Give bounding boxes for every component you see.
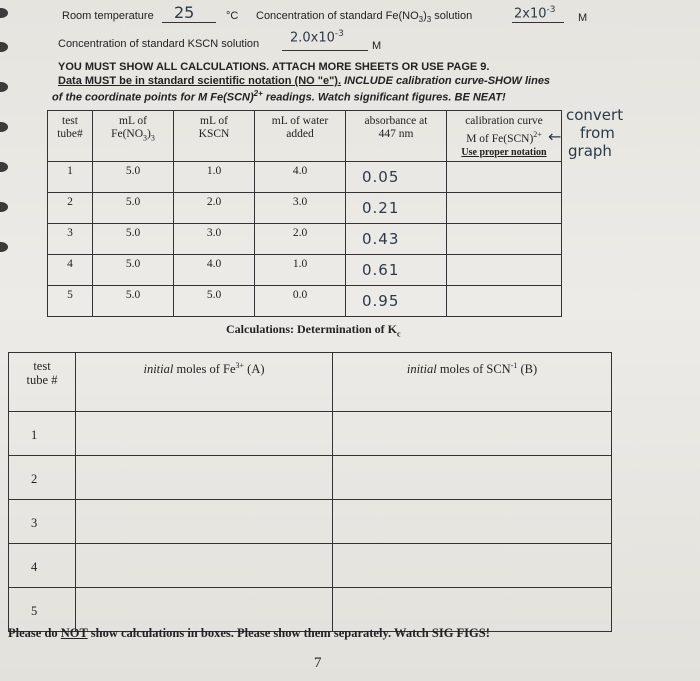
binding-ring: [0, 82, 8, 92]
instruction-line-3: of the coordinate points for M Fe(SCN)$^{2+}$ readings. Watch significant figures. BE NEAT!: [52, 89, 506, 104]
tube-number: 5: [9, 588, 76, 632]
table-header-row: [9, 353, 612, 412]
binding-ring: [0, 122, 8, 132]
scn-moles-cell[interactable]: [333, 588, 612, 632]
fe-volume: 5.0: [93, 193, 174, 224]
binding-ring: [0, 202, 8, 212]
table-row: [48, 193, 562, 224]
calibration-value[interactable]: [447, 193, 562, 224]
tube-number: 1: [9, 412, 76, 456]
table-header-row: [48, 111, 562, 162]
side-note-from: from: [580, 124, 615, 142]
fe-volume: 5.0: [93, 286, 174, 317]
kscn-volume: 4.0: [174, 255, 255, 286]
side-note-convert: convert: [566, 106, 624, 124]
tube-number: 1: [48, 162, 93, 193]
tube-number: 4: [9, 544, 76, 588]
kscn-value: $2.0x10^{-3}$: [290, 29, 344, 46]
col-fe-volume: mL of $Fe(NO_3)_3$: [93, 111, 174, 162]
room-temp-value: 25: [174, 3, 195, 22]
fe-moles-cell[interactable]: [76, 500, 333, 544]
col-initial-fe-moles: initial moles of $Fe^{3+}$ (A): [76, 353, 333, 412]
fe-conc-value: $2x10^{-3}$: [514, 5, 556, 22]
fe-volume: 5.0: [93, 224, 174, 255]
tube-number: 2: [9, 456, 76, 500]
binding-ring: [0, 42, 8, 52]
fe-moles-cell[interactable]: [76, 588, 333, 632]
table-row: [48, 286, 562, 317]
instruction-line-2: [58, 75, 550, 87]
kscn-label: Concentration of standard KSCN solution: [58, 38, 260, 50]
table-row: [48, 224, 562, 255]
table-row: [9, 456, 612, 500]
col-absorbance: absorbance at 447 nm: [346, 111, 447, 162]
fe-volume: 5.0: [93, 255, 174, 286]
table-row: [48, 255, 562, 286]
calibration-value[interactable]: [447, 286, 562, 317]
col-test-tube: test tube#: [48, 111, 93, 162]
kscn-volume: 5.0: [174, 286, 255, 317]
calibration-value[interactable]: [447, 162, 562, 193]
col-calibration: calibration curve M of Fe(SCN)$^{2+}$ Use proper notation: [447, 111, 562, 162]
tube-number: 2: [48, 193, 93, 224]
fe-moles-cell[interactable]: [76, 456, 333, 500]
fe-conc-label: Concentration of standard $Fe(NO_3)_3$ solution: [256, 10, 473, 25]
table-row: [9, 588, 612, 632]
tube-number: 5: [48, 286, 93, 317]
fe-conc-blank: [512, 22, 564, 23]
side-note-graph: graph: [568, 142, 612, 160]
binding-ring: [0, 242, 8, 252]
room-temp-unit: °C: [226, 10, 239, 22]
water-volume: 3.0: [255, 193, 346, 224]
calibration-value[interactable]: [447, 255, 562, 286]
kscn-volume: 2.0: [174, 193, 255, 224]
water-volume: 2.0: [255, 224, 346, 255]
scn-moles-cell[interactable]: [333, 456, 612, 500]
binding-ring: [0, 162, 8, 172]
absorbance-value: 0.43: [346, 224, 447, 255]
fe-moles-cell[interactable]: [76, 412, 333, 456]
absorbance-value: 0.95: [346, 286, 447, 317]
absorbance-value: 0.21: [346, 193, 447, 224]
absorbance-value: 0.61: [346, 255, 447, 286]
arrow-left-icon: ←: [548, 127, 562, 146]
table-row: [9, 500, 612, 544]
tube-number: 3: [9, 500, 76, 544]
calculations-table: [8, 352, 612, 632]
kscn-blank: [282, 50, 368, 51]
kscn-unit: M: [372, 40, 382, 52]
kscn-volume: 1.0: [174, 162, 255, 193]
fe-volume: 5.0: [93, 162, 174, 193]
page-number: 7: [314, 655, 322, 671]
calc-title: Calculations: Determination of $K_c$: [226, 322, 401, 339]
col-kscn-volume: mL of KSCN: [174, 111, 255, 162]
tube-number: 3: [48, 224, 93, 255]
instruction-line-1: YOU MUST SHOW ALL CALCULATIONS. ATTACH MORE SHEETS OR USE PAGE 9.: [58, 61, 490, 73]
scn-moles-cell[interactable]: [333, 500, 612, 544]
col-initial-scn-moles: initial moles of $SCN^{-1}$ (B): [333, 353, 612, 412]
fe-conc-unit: M: [578, 12, 588, 24]
footer-note: Please do NOT show calculations in boxes. Please show them separately. Watch SIG FIGS!: [8, 626, 490, 640]
scn-moles-cell[interactable]: [333, 544, 612, 588]
tube-number: 4: [48, 255, 93, 286]
room-temp-label: Room temperature: [62, 10, 154, 22]
water-volume: 4.0: [255, 162, 346, 193]
calibration-value[interactable]: [447, 224, 562, 255]
water-volume: 0.0: [255, 286, 346, 317]
table-row: [9, 412, 612, 456]
fe-moles-cell[interactable]: [76, 544, 333, 588]
notation-rule: Data MUST be in standard scientific notation (NO "e").: [58, 75, 342, 87]
water-volume: 1.0: [255, 255, 346, 286]
binding-ring: [0, 8, 8, 18]
kscn-volume: 3.0: [174, 224, 255, 255]
absorbance-value: 0.05: [346, 162, 447, 193]
table-row: [48, 162, 562, 193]
table-row: [9, 544, 612, 588]
solution-table: [47, 110, 562, 317]
col-water-volume: mL of water added: [255, 111, 346, 162]
col-test-tube: test tube #: [9, 353, 76, 412]
calibration-rule: INCLUDE calibration curve-SHOW lines: [341, 75, 551, 87]
room-temp-blank: [162, 22, 216, 23]
scn-moles-cell[interactable]: [333, 412, 612, 456]
